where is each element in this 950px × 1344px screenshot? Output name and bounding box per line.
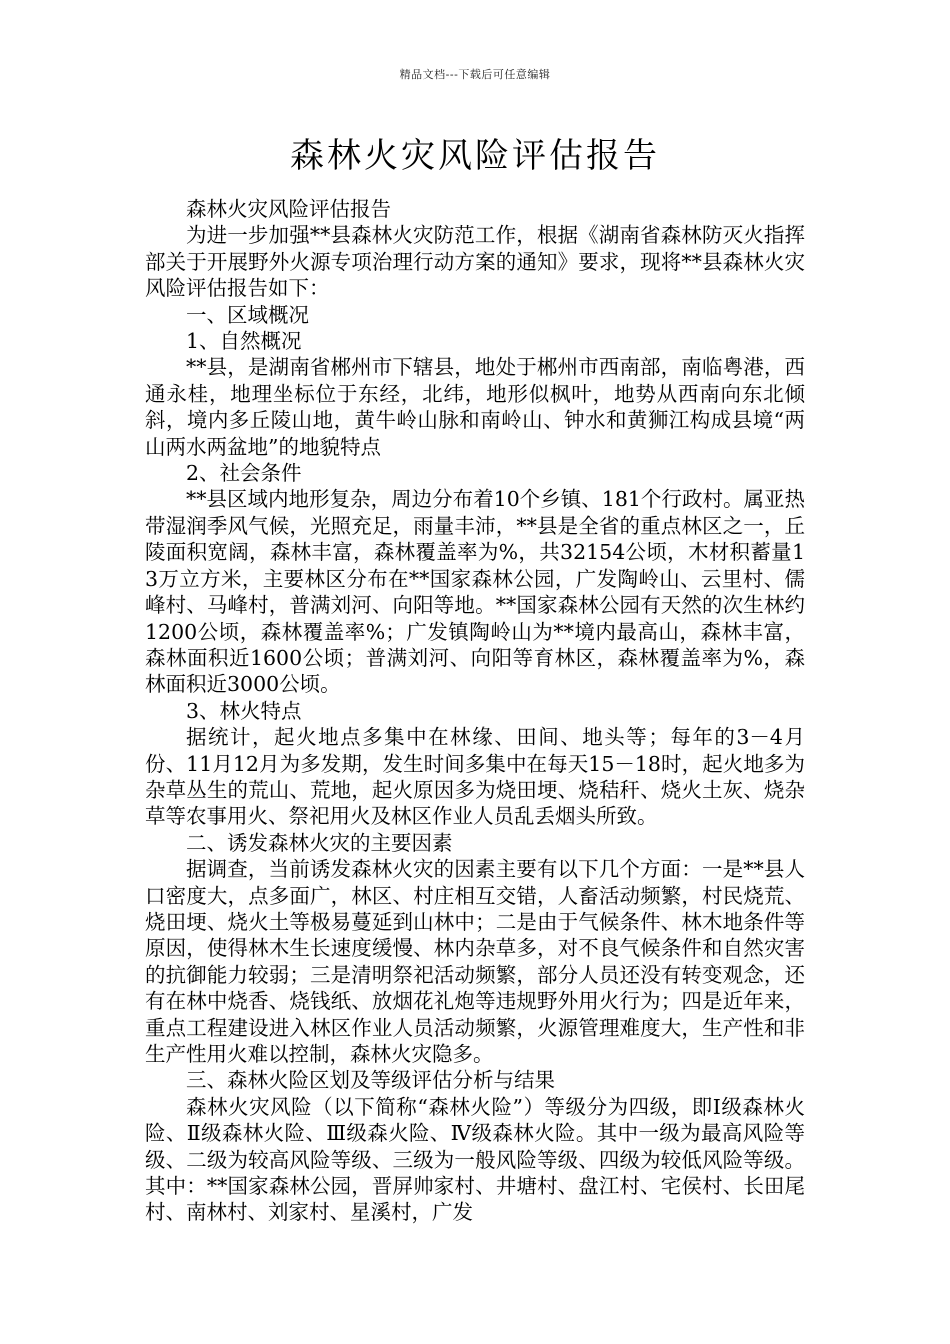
header-note: 精品文档---下载后可任意编辑 xyxy=(399,68,551,81)
section-heading-3: 三、森林火险区划及等级评估分析与结果 xyxy=(186,1068,555,1093)
section-heading-1: 一、区域概况 xyxy=(186,302,309,327)
subsection-heading-1-3: 3、林火特点 xyxy=(186,698,302,723)
paragraph-main-factors: 据调查，当前诱发森林火灾的因素主要有以下几个方面：一是**县人口密度大，点多面广，林区、村庄相互交错，人畜活动频繁，村民烧荒、烧田埂、烧火土等极易蔓延到山林中；二是由于气候条件、林木地条件等原因，使得林木生长速度缓慢、林内杂草多，对不良气候条件和自然灾害的抗御能力较弱；三是清明祭祀活动频繁，部分人员还没有转变观念，还有在林中烧香、烧钱纸、放烟花礼炮等违规野外用火行为；四是近年来，重点工程建设进入林区作业人员活动频繁，火源管理难度大，生产性和非生产性用火难以控制，森林火灾隐多。 xyxy=(145,857,805,1066)
paragraph-intro: 为进一步加强**县森林火灾防范工作，根据《湖南省森林防灭火指挥部关于开展野外火源专项治理行动方案的通知》要求，现将**县森林火灾风险评估报告如下： xyxy=(145,223,805,301)
paragraph-natural-overview: **县，是湖南省郴州市下辖县，地处于郴州市西南部，南临粤港，西通永桂，地理坐标位于东经，北纬，地形似枫叶，地势从西南向东北倾斜，境内多丘陵山地，黄牛岭山脉和南岭山、钟水和黄狮江构成县境“两山两水两盆地”的地貌特点 xyxy=(145,355,805,459)
subsection-heading-1-2: 2、社会条件 xyxy=(186,461,302,486)
paragraph-subtitle: 森林火灾风险评估报告 xyxy=(186,197,391,221)
paragraph-social-conditions: **县区域内地形复杂，周边分布着10个乡镇、181个行政村。属亚热带湿润季风气候，光照充足，雨量丰沛，**县是全省的重点林区之一，丘陵面积宽阔，森林丰富，森林覆盖率为%，共32154公顷，木材积蓄量13万立方米，主要林区分布在**国家森林公园，广发陶岭山、云里村、儒峰村、马峰村，普满刘河、向阳等地。**国家森林公园有天然的次生林约1200公顷，森林覆盖率%；广发镇陶岭山为**境内最高山，森林丰富，森林面积近1600公顷；普满刘河、向阳等育林区，森林覆盖率为%，森林面积近3000公顷。 xyxy=(145,487,805,697)
section-heading-2: 二、诱发森林火灾的主要因素 xyxy=(186,830,453,855)
document-title: 森林火灾风险评估报告 xyxy=(290,136,660,176)
document-body xyxy=(145,196,805,1226)
subsection-heading-1-1: 1、自然概况 xyxy=(186,329,302,354)
paragraph-fire-characteristics: 据统计，起火地点多集中在林缘、田间、地头等；每年的3－4月份、11月12月为多发期，发生时间多集中在每天15－18时，起火地多为杂草丛生的荒山、荒地，起火原因多为烧田埂、烧秸秆、烧火土灰、烧杂草等农事用火、祭祀用火及林区作业人员乱丢烟头所致。 xyxy=(145,725,805,829)
paragraph-risk-levels: 森林火灾风险（以下简称“森林火险”）等级分为四级，即Ⅰ级森林火险、Ⅱ级森林火险、Ⅲ级森火险、Ⅳ级森林火险。其中一级为最高风险等级、二级为较高风险等级、三级为一般风险等级、四级为较低风险等级。其中：**国家森林公园，晋屏帅家村、井塘村、盘江村、宅侯村、长田尾村、南林村、刘家村、星溪村，广发 xyxy=(145,1094,805,1225)
